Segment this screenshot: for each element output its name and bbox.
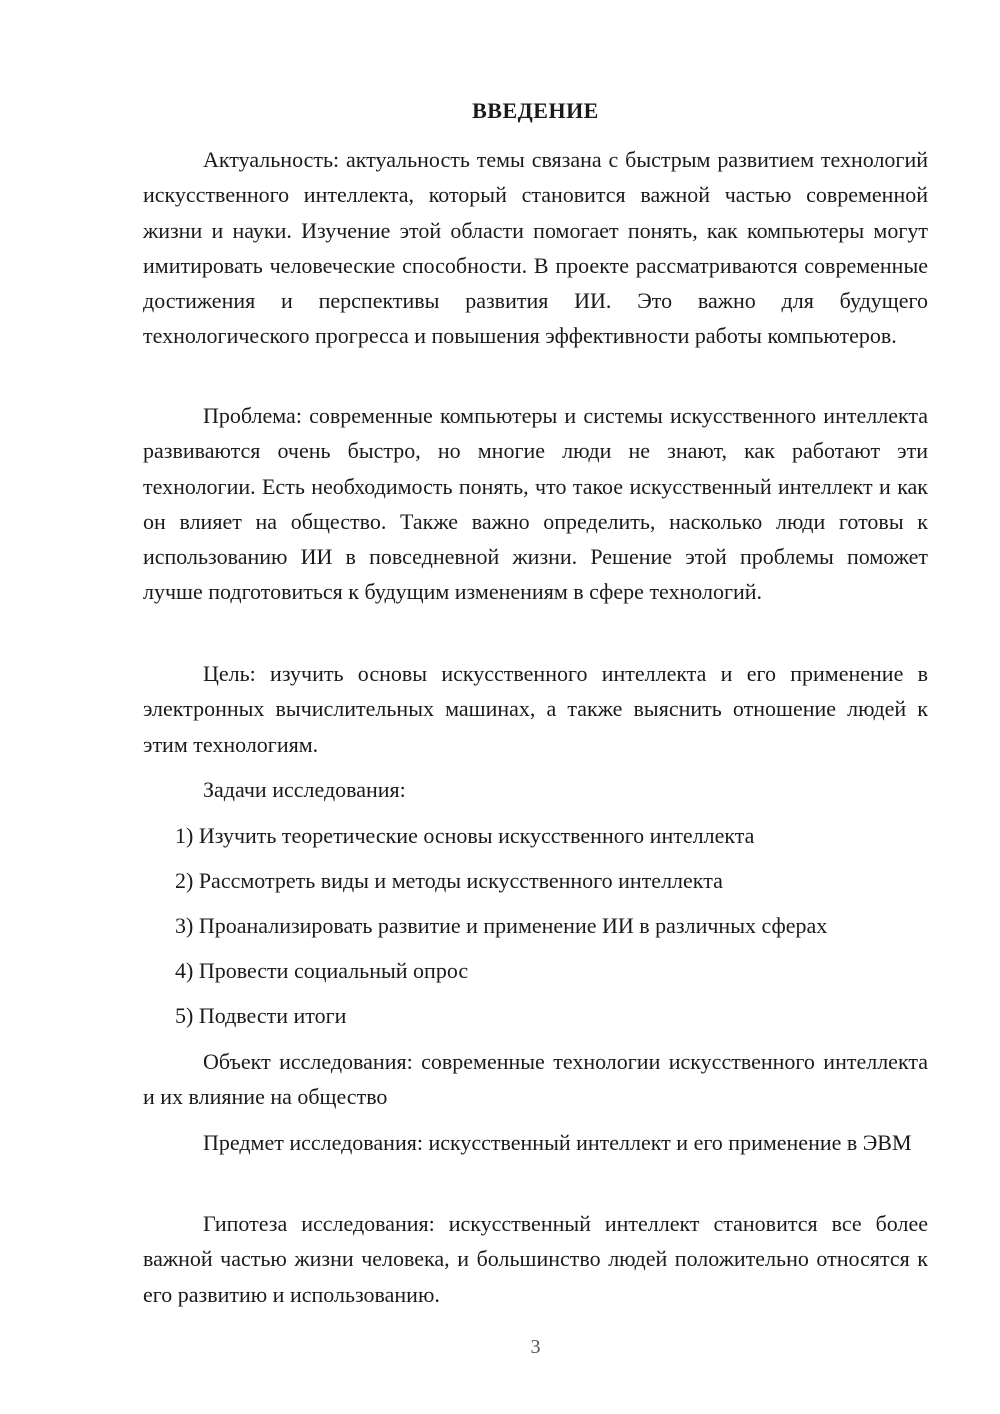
task-item-3: 3) Проанализировать развитие и применение ИИ в различных сферах [175,913,828,938]
object-paragraph: Объект исследования: современные технологии искусственного интеллекта и их влияние на общество [143,1049,928,1110]
task-item-4: 4) Провести социальный опрос [175,958,469,983]
task-item-1: 1) Изучить теоретические основы искусственного интеллекта [175,823,755,848]
tasks-title: Задачи исследования: [203,777,406,802]
page-number: 3 [530,1336,541,1358]
section-heading: ВВЕДЕНИЕ [472,98,599,123]
goal-paragraph: Цель: изучить основы искусственного интеллекта и его применение в электронных вычислительных машинах, а также выяснить отношение людей к этим технологиям. [143,661,928,757]
problem-paragraph: Проблема: современные компьютеры и системы искусственного интеллекта развиваются очень быстро, но многие люди не знают, как работают эти технологии. Есть необходимость понять, что такое искусственный интеллект и как он влияет на общество. Также важно определить, насколько люди готовы к использованию ИИ в повседневной жизни. Решение этой проблемы поможет лучше подготовиться к будущим изменениям в сфере технологий. [143,403,928,605]
relevance-paragraph: Актуальность: актуальность темы связана с быстрым развитием технологий искусственного интеллекта, который становится важной частью современной жизни и науки. Изучение этой области помогает понять, как компьютеры могут имитировать человеческие способности. В проекте рассматриваются современные достижения и перспективы развития ИИ. Это важно для будущего технологического прогресса и повышения эффективности работы компьютеров. [143,147,928,349]
task-item-5: 5) Подвести итоги [175,1003,347,1028]
hypothesis-paragraph: Гипотеза исследования: искусственный интеллект становится все более важной частью жизни человека, и большинство людей положительно относятся к его развитию и использованию. [143,1211,928,1307]
task-item-2: 2) Рассмотреть виды и методы искусственного интеллекта [175,868,723,893]
subject-paragraph: Предмет исследования: искусственный интеллект и его применение в ЭВМ [203,1130,912,1155]
